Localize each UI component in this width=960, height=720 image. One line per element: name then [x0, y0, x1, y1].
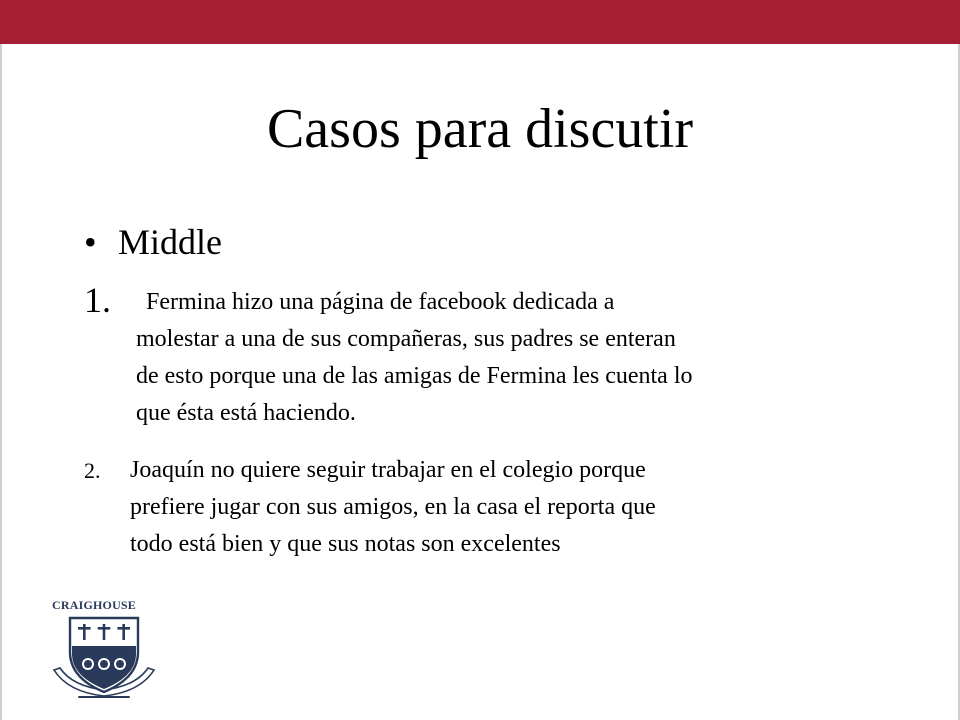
- case-line: Fermina hizo una página de facebook dedicada a: [146, 289, 615, 315]
- bullet-text: Middle: [118, 222, 222, 262]
- school-crest-icon: [48, 612, 160, 708]
- case-line: prefiere jugar con sus amigos, en la casa el reporta que: [130, 494, 656, 520]
- bullet-dot-icon: •: [84, 222, 97, 262]
- case-line: Joaquín no quiere seguir trabajar en el colegio porque: [130, 457, 646, 483]
- logo-name: CRAIGHOUSE: [52, 598, 137, 612]
- bullet-item-middle: [84, 220, 222, 264]
- case-line: molestar a una de sus compañeras, sus padres se enteran: [136, 326, 676, 352]
- case-number: 1.: [84, 280, 111, 320]
- case-line: que ésta está haciendo.: [136, 400, 356, 426]
- case-text: [130, 452, 870, 563]
- slide-title: Casos para discutir: [266, 98, 694, 160]
- header-banner: [0, 0, 960, 44]
- case-line: de esto porque una de las amigas de Fermina les cuenta lo: [136, 363, 693, 389]
- craighouse-logo: [48, 598, 160, 710]
- case-number: 2.: [84, 458, 101, 483]
- case-line: todo está bien y que sus notas son excelentes: [130, 531, 561, 557]
- case-text: [136, 284, 884, 432]
